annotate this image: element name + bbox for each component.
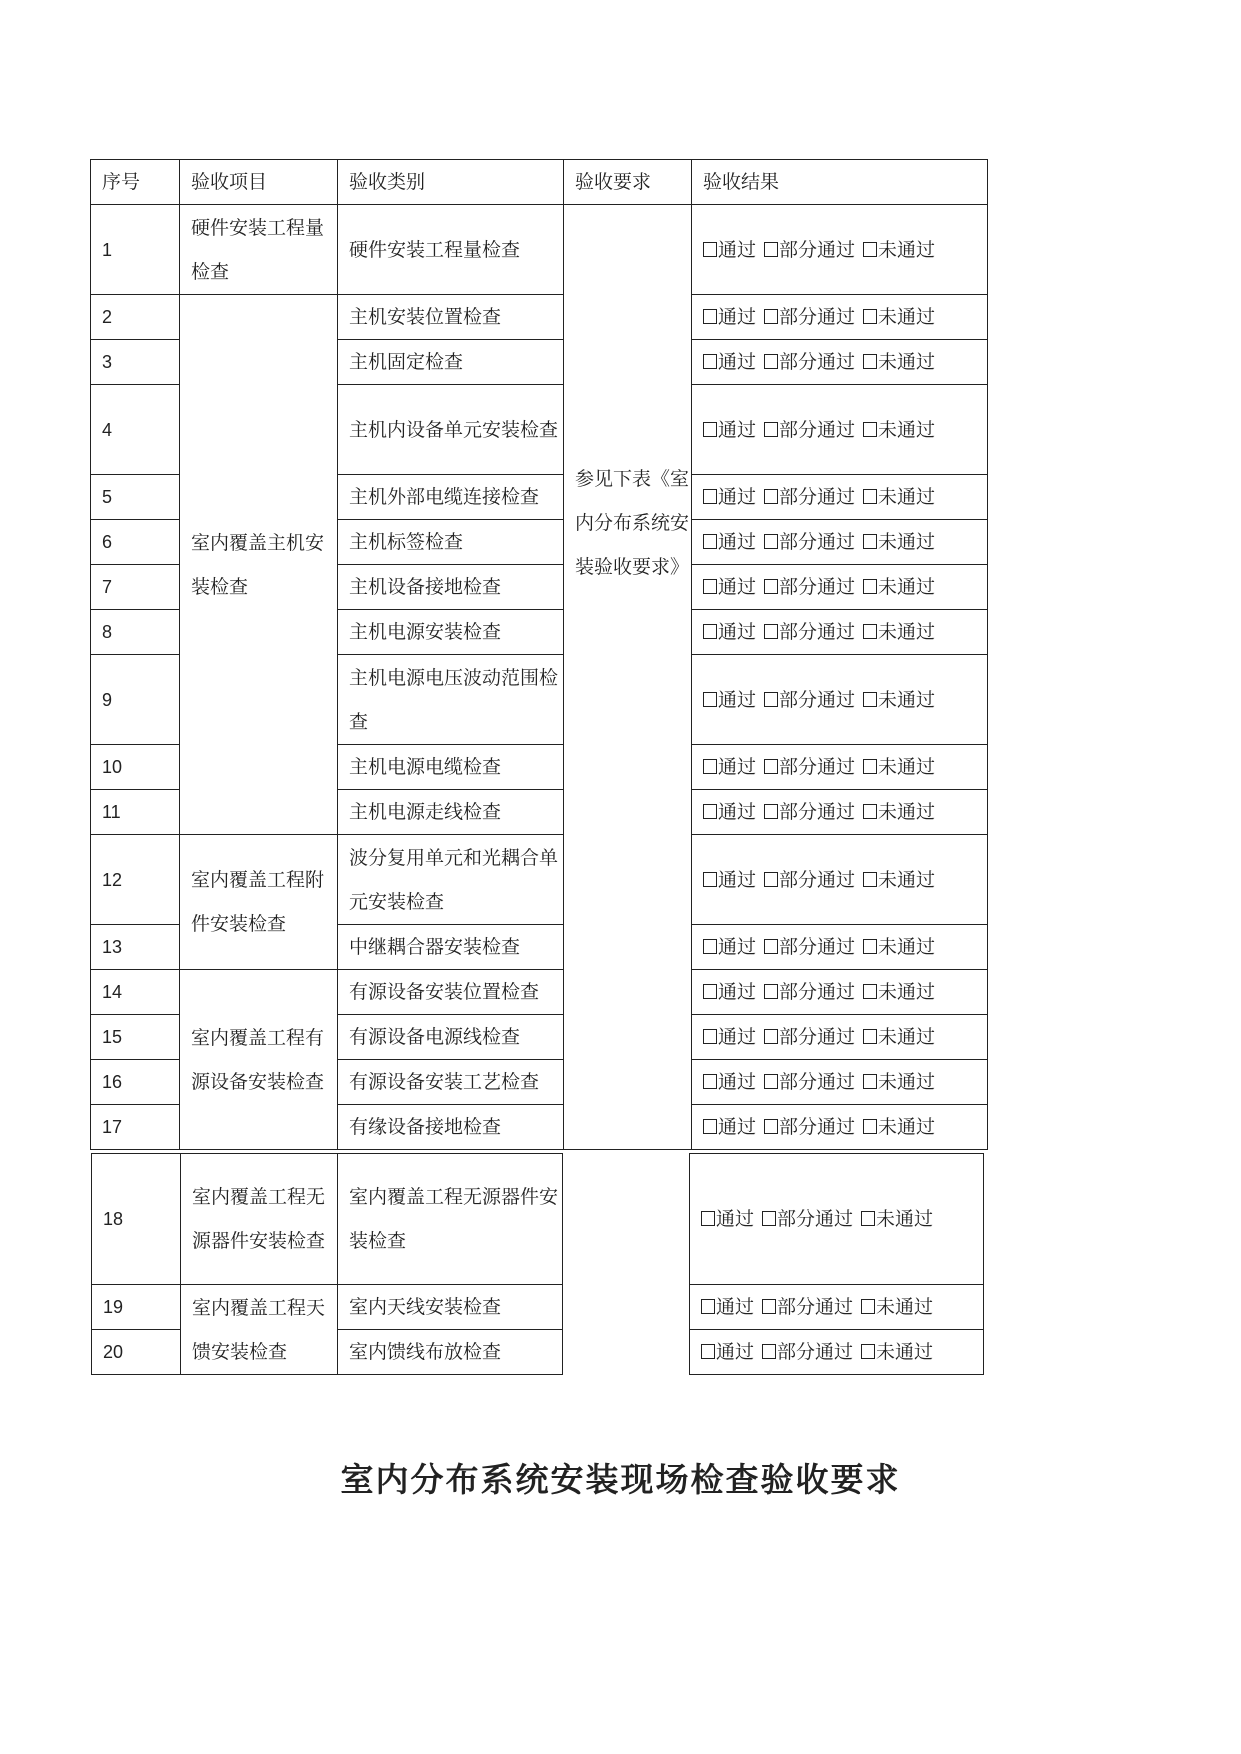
result-option-label: 通过 [718, 576, 757, 598]
item-cell: 室内覆盖工程无源器件安装检查 [181, 1154, 338, 1285]
result-cell [692, 970, 988, 1015]
result-option-label: 未通过 [878, 531, 936, 553]
checkbox-icon[interactable] [764, 422, 778, 437]
result-option-label: 通过 [718, 936, 757, 958]
category-cell: 主机电源电压波动范围检查 [338, 655, 564, 745]
result-option-label: 通过 [718, 418, 757, 441]
result-option[interactable] [863, 531, 935, 553]
result-cell [692, 340, 988, 385]
result-option[interactable] [764, 239, 855, 261]
table-row [91, 835, 988, 925]
result-option[interactable] [764, 689, 855, 711]
row-number: 7 [91, 565, 180, 610]
row-number: 14 [91, 970, 180, 1015]
row-number: 9 [91, 655, 180, 745]
result-option-label: 未通过 [878, 936, 936, 958]
table-row [91, 295, 988, 340]
checkbox-icon[interactable] [764, 534, 778, 549]
result-option[interactable] [762, 1208, 853, 1230]
result-option[interactable] [703, 531, 756, 553]
result-option-label: 部分通过 [779, 1071, 856, 1093]
result-option[interactable] [764, 621, 855, 643]
result-cell [692, 385, 988, 475]
result-option-label: 通过 [718, 801, 757, 823]
checkbox-icon[interactable] [863, 872, 877, 887]
header-no: 序号 [91, 160, 180, 205]
result-option[interactable] [764, 936, 855, 958]
result-option[interactable] [863, 1071, 935, 1093]
category-cell: 主机电源电缆检查 [338, 745, 564, 790]
result-option[interactable] [863, 1026, 935, 1048]
result-option[interactable] [863, 1116, 935, 1138]
result-option[interactable] [863, 936, 935, 958]
checkbox-icon[interactable] [703, 692, 717, 707]
result-option-label: 未通过 [878, 688, 936, 711]
result-option-label: 通过 [718, 868, 757, 891]
checkbox-icon[interactable] [764, 1074, 778, 1089]
row-number: 15 [91, 1015, 180, 1060]
checkbox-icon[interactable] [863, 759, 877, 774]
checkbox-icon[interactable] [863, 984, 877, 999]
category-cell: 主机电源安装检查 [338, 610, 564, 655]
result-cell [692, 835, 988, 925]
result-cell [690, 1154, 984, 1285]
category-cell: 主机标签检查 [338, 520, 564, 565]
result-option-label: 部分通过 [779, 868, 856, 891]
result-option-label: 部分通过 [779, 576, 856, 598]
result-option[interactable] [764, 1116, 855, 1138]
result-option-label: 部分通过 [779, 981, 856, 1003]
result-option-label: 未通过 [878, 576, 936, 598]
result-option-label: 未通过 [878, 486, 936, 508]
result-option[interactable] [863, 576, 935, 598]
checkbox-icon[interactable] [703, 804, 717, 819]
result-option-label: 部分通过 [779, 531, 856, 553]
result-option[interactable] [863, 621, 935, 643]
result-option[interactable] [764, 486, 855, 508]
header-category: 验收类别 [338, 160, 564, 205]
checkbox-icon[interactable] [762, 1299, 776, 1314]
category-cell: 主机固定检查 [338, 340, 564, 385]
checkbox-icon[interactable] [703, 624, 717, 639]
result-option[interactable] [863, 306, 935, 328]
checkbox-icon[interactable] [863, 1029, 877, 1044]
result-option[interactable] [861, 1341, 933, 1363]
category-cell: 主机电源走线检查 [338, 790, 564, 835]
result-cell [692, 520, 988, 565]
result-option[interactable] [703, 1071, 756, 1093]
checkbox-icon[interactable] [863, 624, 877, 639]
row-number: 6 [91, 520, 180, 565]
item-cell: 硬件安装工程量检查 [180, 205, 338, 295]
checkbox-icon[interactable] [861, 1211, 875, 1226]
result-cell [692, 745, 988, 790]
category-cell: 有源设备安装工艺检查 [338, 1060, 564, 1105]
checkbox-icon[interactable] [701, 1211, 715, 1226]
checkbox-icon[interactable] [863, 354, 877, 369]
result-option-label: 通过 [718, 531, 757, 553]
checkbox-icon[interactable] [863, 242, 877, 257]
checkbox-icon[interactable] [703, 489, 717, 504]
category-cell: 硬件安装工程量检查 [338, 205, 564, 295]
checkbox-icon[interactable] [863, 1119, 877, 1134]
result-option[interactable] [701, 1296, 754, 1318]
result-option-label: 通过 [718, 981, 757, 1003]
result-option-label: 通过 [716, 1208, 755, 1230]
checkbox-icon[interactable] [764, 1029, 778, 1044]
result-option[interactable] [703, 689, 756, 711]
checkbox-icon[interactable] [863, 579, 877, 594]
result-option-label: 未通过 [876, 1296, 934, 1318]
checkbox-icon[interactable] [764, 242, 778, 257]
result-cell [690, 1285, 984, 1330]
result-option[interactable] [703, 869, 756, 891]
row-number: 8 [91, 610, 180, 655]
category-cell: 主机设备接地检查 [338, 565, 564, 610]
checkbox-icon[interactable] [863, 804, 877, 819]
checkbox-icon[interactable] [863, 489, 877, 504]
result-option-label: 部分通过 [779, 1116, 856, 1138]
category-cell: 波分复用单元和光耦合单元安装检查 [338, 835, 564, 925]
checkbox-icon[interactable] [703, 354, 717, 369]
result-option[interactable] [863, 869, 935, 891]
result-option-label: 未通过 [878, 621, 936, 643]
checkbox-icon[interactable] [863, 309, 877, 324]
checkbox-icon[interactable] [703, 1029, 717, 1044]
result-option[interactable] [762, 1296, 853, 1318]
row-number: 16 [91, 1060, 180, 1105]
result-option-label: 通过 [718, 1026, 757, 1048]
result-option-label: 通过 [718, 351, 757, 373]
header-requirement: 验收要求 [564, 160, 692, 205]
result-cell [692, 475, 988, 520]
result-option[interactable] [703, 486, 756, 508]
result-option[interactable] [863, 756, 935, 778]
result-option[interactable] [703, 1026, 756, 1048]
requirement-cell: 参见下表《室内分布系统安装验收要求》 [564, 205, 692, 1150]
checkbox-icon[interactable] [764, 692, 778, 707]
table-row [91, 970, 988, 1015]
result-option[interactable] [764, 351, 855, 373]
result-option[interactable] [703, 621, 756, 643]
row-number: 1 [91, 205, 180, 295]
result-option[interactable] [703, 756, 756, 778]
checkbox-icon[interactable] [764, 579, 778, 594]
category-cell: 主机安装位置检查 [338, 295, 564, 340]
result-option[interactable] [764, 981, 855, 1003]
result-option-label: 通过 [718, 486, 757, 508]
checkbox-icon[interactable] [764, 1119, 778, 1134]
row-number: 3 [91, 340, 180, 385]
acceptance-table-part-2 [91, 1153, 984, 1375]
result-cell [690, 1330, 984, 1375]
checkbox-icon[interactable] [861, 1299, 875, 1314]
category-cell: 有缘设备接地检查 [338, 1105, 564, 1150]
row-number: 2 [91, 295, 180, 340]
checkbox-icon[interactable] [764, 489, 778, 504]
result-option-label: 部分通过 [779, 1026, 856, 1048]
result-option-label: 未通过 [878, 1071, 936, 1093]
result-option[interactable] [764, 756, 855, 778]
category-cell: 室内馈线布放检查 [338, 1330, 563, 1375]
result-cell [692, 1015, 988, 1060]
checkbox-icon[interactable] [703, 1074, 717, 1089]
result-option[interactable] [764, 869, 855, 891]
result-option[interactable] [861, 1208, 933, 1230]
category-cell: 主机内设备单元安装检查 [338, 385, 564, 475]
row-number: 19 [92, 1285, 181, 1330]
result-option-label: 未通过 [876, 1208, 934, 1230]
result-option[interactable] [863, 486, 935, 508]
result-option[interactable] [861, 1296, 933, 1318]
checkbox-icon[interactable] [764, 804, 778, 819]
result-option-label: 部分通过 [779, 801, 856, 823]
result-option-label: 未通过 [878, 351, 936, 373]
requirement-blank-cell [563, 1154, 690, 1375]
result-option[interactable] [703, 1116, 756, 1138]
row-number: 13 [91, 925, 180, 970]
result-option[interactable] [764, 576, 855, 598]
result-option[interactable] [863, 801, 935, 823]
row-number: 12 [91, 835, 180, 925]
header-result: 验收结果 [692, 160, 988, 205]
result-option[interactable] [703, 306, 756, 328]
result-cell [692, 295, 988, 340]
result-option-label: 通过 [718, 688, 757, 711]
checkbox-icon[interactable] [703, 534, 717, 549]
result-option[interactable] [703, 239, 756, 261]
result-cell [692, 565, 988, 610]
result-option[interactable] [762, 1341, 853, 1363]
category-cell: 有源设备安装位置检查 [338, 970, 564, 1015]
row-number: 17 [91, 1105, 180, 1150]
result-option-label: 部分通过 [777, 1341, 854, 1363]
result-option-label: 部分通过 [779, 306, 856, 328]
acceptance-table-part-1 [90, 159, 988, 1150]
result-option[interactable] [703, 576, 756, 598]
checkbox-icon[interactable] [764, 939, 778, 954]
result-option-label: 通过 [718, 756, 757, 778]
checkbox-icon[interactable] [764, 984, 778, 999]
result-option-label: 部分通过 [779, 351, 856, 373]
result-option-label: 通过 [718, 306, 757, 328]
category-cell: 有源设备电源线检查 [338, 1015, 564, 1060]
checkbox-icon[interactable] [863, 1074, 877, 1089]
result-cell [692, 1105, 988, 1150]
result-option[interactable] [764, 1026, 855, 1048]
row-number: 20 [92, 1330, 181, 1375]
result-option-label: 未通过 [878, 238, 936, 261]
result-option-label: 部分通过 [777, 1296, 854, 1318]
result-option[interactable] [764, 801, 855, 823]
result-option[interactable] [764, 306, 855, 328]
result-option[interactable] [764, 531, 855, 553]
result-option[interactable] [703, 419, 756, 441]
checkbox-icon[interactable] [703, 984, 717, 999]
result-option-label: 未通过 [878, 1026, 936, 1048]
result-option-label: 未通过 [878, 868, 936, 891]
row-number: 11 [91, 790, 180, 835]
category-cell: 中继耦合器安装检查 [338, 925, 564, 970]
result-option[interactable] [703, 981, 756, 1003]
result-option-label: 未通过 [878, 418, 936, 441]
result-option[interactable] [703, 936, 756, 958]
result-option[interactable] [863, 419, 935, 441]
result-option-label: 部分通过 [779, 238, 856, 261]
category-cell: 室内覆盖工程无源器件安装检查 [338, 1154, 563, 1285]
row-number: 10 [91, 745, 180, 790]
checkbox-icon[interactable] [703, 1119, 717, 1134]
result-option-label: 通过 [718, 1071, 757, 1093]
checkbox-icon[interactable] [703, 939, 717, 954]
result-option[interactable] [863, 239, 935, 261]
category-cell: 主机外部电缆连接检查 [338, 475, 564, 520]
checkbox-icon[interactable] [703, 309, 717, 324]
result-option-label: 部分通过 [779, 621, 856, 643]
header-item: 验收项目 [180, 160, 338, 205]
row-number: 5 [91, 475, 180, 520]
checkbox-icon[interactable] [764, 354, 778, 369]
item-cell: 室内覆盖工程天馈安装检查 [181, 1285, 338, 1375]
table-header-row [91, 160, 988, 205]
result-option-label: 通过 [718, 621, 757, 643]
result-option-label: 部分通过 [779, 486, 856, 508]
table-row [92, 1154, 984, 1285]
checkbox-icon[interactable] [762, 1211, 776, 1226]
result-cell [692, 790, 988, 835]
result-option-label: 未通过 [878, 801, 936, 823]
result-option-label: 未通过 [878, 756, 936, 778]
result-option-label: 通过 [718, 238, 757, 261]
result-option[interactable] [863, 351, 935, 373]
result-option[interactable] [863, 981, 935, 1003]
result-option[interactable] [863, 689, 935, 711]
checkbox-icon[interactable] [863, 692, 877, 707]
result-option-label: 部分通过 [779, 418, 856, 441]
result-option[interactable] [701, 1208, 754, 1230]
checkbox-icon[interactable] [762, 1344, 776, 1359]
category-cell: 室内天线安装检查 [338, 1285, 563, 1330]
result-option-label: 未通过 [878, 1116, 936, 1138]
section-title: 室内分布系统安装现场检查验收要求 [340, 1460, 901, 1499]
checkbox-icon[interactable] [703, 759, 717, 774]
result-option-label: 未通过 [876, 1341, 934, 1363]
checkbox-icon[interactable] [703, 422, 717, 437]
table-row [91, 205, 988, 295]
result-option-label: 未通过 [878, 306, 936, 328]
item-cell: 室内覆盖工程有源设备安装检查 [180, 970, 338, 1150]
checkbox-icon[interactable] [703, 242, 717, 257]
result-option-label: 未通过 [878, 981, 936, 1003]
checkbox-icon[interactable] [701, 1299, 715, 1314]
checkbox-icon[interactable] [863, 534, 877, 549]
result-option[interactable] [703, 351, 756, 373]
checkbox-icon[interactable] [764, 759, 778, 774]
row-number: 4 [91, 385, 180, 475]
result-option-label: 通过 [718, 1116, 757, 1138]
row-number: 18 [92, 1154, 181, 1285]
checkbox-icon[interactable] [863, 422, 877, 437]
result-option[interactable] [701, 1341, 754, 1363]
result-option-label: 通过 [716, 1341, 755, 1363]
result-cell [692, 610, 988, 655]
checkbox-icon[interactable] [703, 579, 717, 594]
item-cell: 室内覆盖主机安装检查 [180, 295, 338, 835]
result-option-label: 部分通过 [779, 688, 856, 711]
result-cell [692, 205, 988, 295]
item-cell: 室内覆盖工程附件安装检查 [180, 835, 338, 970]
checkbox-icon[interactable] [703, 872, 717, 887]
checkbox-icon[interactable] [701, 1344, 715, 1359]
result-cell [692, 1060, 988, 1105]
checkbox-icon[interactable] [861, 1344, 875, 1359]
checkbox-icon[interactable] [764, 624, 778, 639]
checkbox-icon[interactable] [764, 309, 778, 324]
result-option-label: 部分通过 [779, 936, 856, 958]
result-option-label: 部分通过 [779, 756, 856, 778]
result-option-label: 部分通过 [777, 1208, 854, 1230]
result-option[interactable] [703, 801, 756, 823]
result-option[interactable] [764, 1071, 855, 1093]
result-cell [692, 925, 988, 970]
result-option-label: 通过 [716, 1296, 755, 1318]
result-cell [692, 655, 988, 745]
table-row [92, 1285, 984, 1330]
checkbox-icon[interactable] [764, 872, 778, 887]
result-option[interactable] [764, 419, 855, 441]
checkbox-icon[interactable] [863, 939, 877, 954]
